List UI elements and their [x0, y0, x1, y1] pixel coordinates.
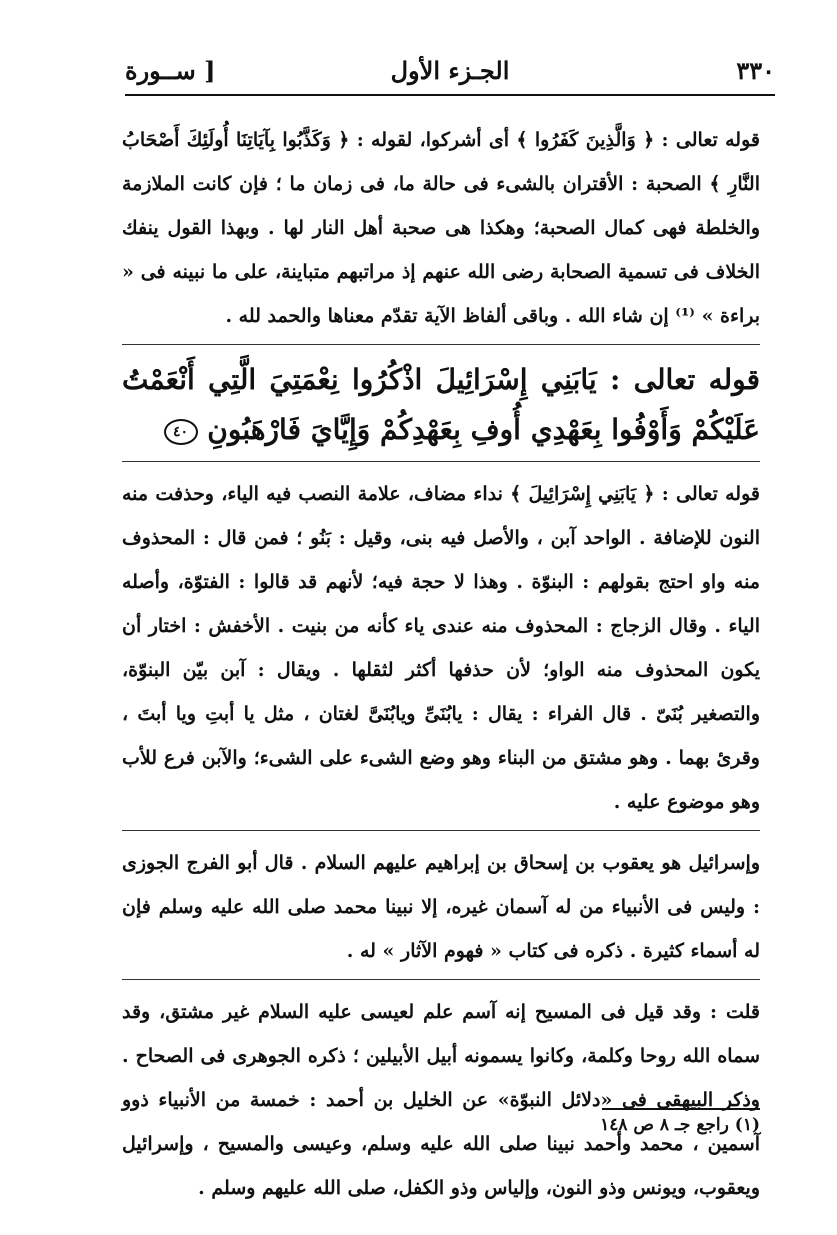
footnote: (١) راجع جـ ٨ ص ١٤٨	[600, 1115, 760, 1135]
ayah-number-marker: ٤٠	[164, 419, 198, 445]
quran-verse	[122, 355, 760, 455]
main-text	[122, 118, 760, 1210]
header-divider	[125, 94, 775, 96]
page-number: ٣٣٠	[736, 56, 775, 85]
paragraph-3: وإسرائيل هو يعقوب بن إسحاق بن إبراهيم عليهم السلام . قال أبو الفرج الجوزى : وليس فى الأنبياء من له آسمان غيره، إلا نبينا محمد صلى الله عليه وسلم فإن له أسماء كثيرة . ذكره فى كتاب « فهوم الآثار » له .	[122, 852, 760, 962]
sura-label: [ ســورة	[125, 56, 216, 85]
section-divider	[122, 830, 760, 831]
paragraph-4: قلت : وقد قيل فى المسيح إنه آسم علم لعيسى عليه السلام غير مشتق، وقد سماه الله روحا وكلمة، وكانوا يسمونه أبيل الأبيلين ؛ ذكره الجوهرى فى الصحاح . وذكر البيهقى فى «دلائل النبوّة» عن الخليل بن أحمد : خمسة من الأنبياء ذوو آسمين ، محمد وأحمد نبينا صلى الله عليه وسلم، وعيسى والمسيح ، وإسرائيل ويعقوب، ويونس وذو النون، وإلياس وذو الكفل، صلى الله عليهم وسلم .	[122, 1001, 760, 1199]
paragraph-1: قوله تعالى : ﴿ وَالَّذِينَ كَفَرُوا ﴾ أى أشركوا، لقوله : ﴿ وَكَذَّبُوا بِآيَاتِنَا أُولَئِكَ أَصْحَابُ النَّارِ ﴾ الصحبة : الأقتران بالشىء فى حالة ما، فى زمان ما ؛ فإن كانت الملازمة والخلطة فهى كمال الصحبة؛ وهكذا هى صحبة أهل النار لها . وبهذا القول ينفك الخلاف فى تسمية الصحابة رضى الله عنهم إذ مراتبهم متباينة، على ما نبينه فى « براءة » ⁽¹⁾ إن شاء الله . وباقى ألفاظ الآية تقدّم معناها والحمد لله .	[122, 129, 760, 327]
section-divider	[122, 461, 760, 462]
verse-intro: قوله تعالى :	[610, 363, 760, 396]
section-divider	[122, 979, 760, 980]
juz-title: الجـزء الأول	[390, 56, 510, 85]
verse-text: يَابَنِي إِسْرَائِيلَ اذْكُرُوا نِعْمَتِيَ الَّتِي أَنْعَمْتُ عَلَيْكُمْ وَأَوْفُوا بِعَهْدِي أُوفِ بِعَهْدِكُمْ وَإِيَّايَ فَارْهَبُونِ	[122, 363, 760, 446]
running-header	[125, 50, 775, 94]
section-divider	[122, 344, 760, 345]
paragraph-2: قوله تعالى : ﴿ يَابَنِي إِسْرَائِيلَ ﴾ نداء مضاف، علامة النصب فيه الياء، وحذفت منه النون للإضافة . الواحد آبن ، والأصل فيه بنى، وقيل : بَنُو ؛ فمن قال : المحذوف منه واو احتج بقولهم : البنوّة . وهذا لا حجة فيه؛ لأنهم قد قالوا : الفتوّة، وأصله الياء . وقال الزجاج : المحذوف منه عندى ياء كأنه من بنيت . الأخفش : اختار أن يكون المحذوف منه الواو؛ لأن حذفها أكثر لثقلها . ويقال : آبن بيّن البنوّة، والتصغير بُنَىّ . قال الفراء : يقال : يابُنَىِّ ويابُنَىَّ لغتان ، مثل يا أبتِ ويا أبتَ ، وقرئ بهما . وهو مشتق من البناء وهو وضع الشىء على الشىء؛ والآبن فرع للأب وهو موضوع عليه .	[122, 483, 760, 813]
